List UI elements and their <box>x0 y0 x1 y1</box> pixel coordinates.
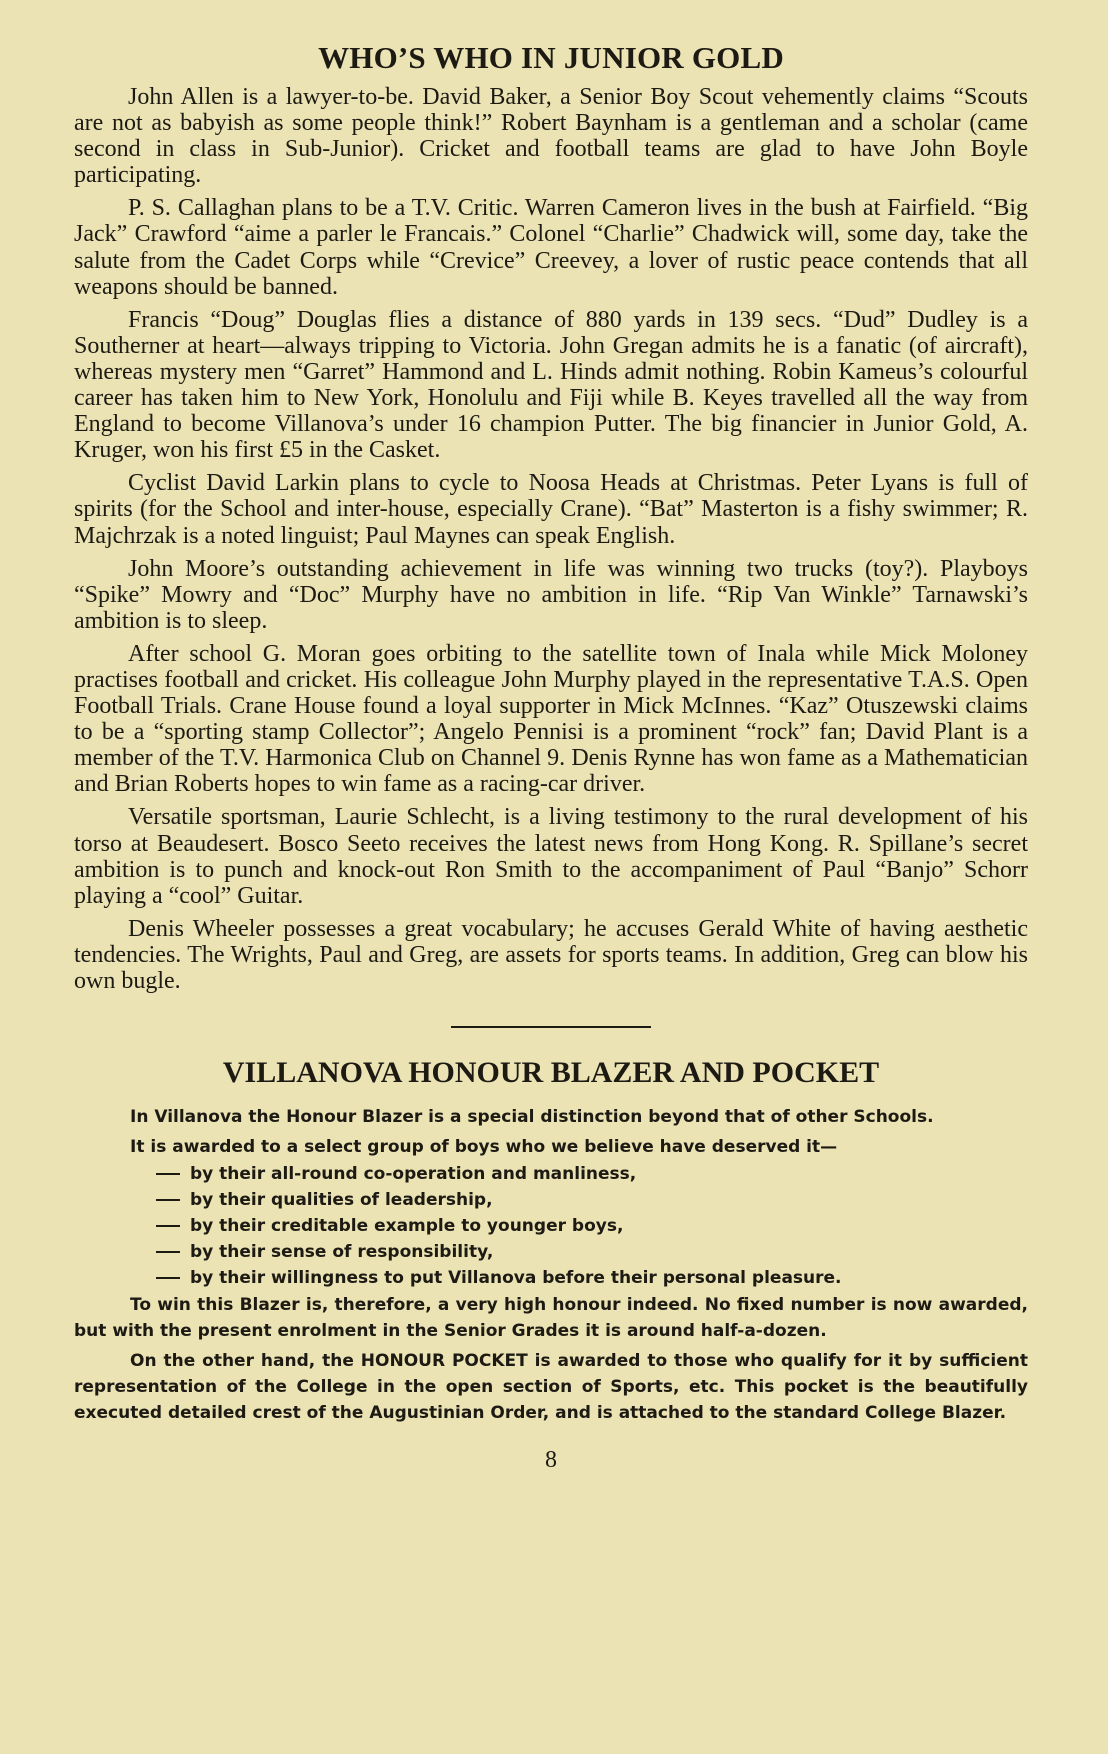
junior-gold-paragraph-1: John Allen is a lawyer-to-be. David Baker, a Senior Boy Scout vehemently claims “Scouts are not as babyish as some people think!” Robert Baynham is a gentleman and a scholar (came second in class in Sub-Junior). Cricket and football teams are glad to have John Boyle participating. <box>74 84 1028 189</box>
criteria-text: by their all-round co-operation and manliness, <box>190 1163 637 1184</box>
junior-gold-paragraph-3: Francis “Doug” Douglas flies a distance of 880 yards in 139 secs. “Dud” Dudley is a Southerner at heart—always tripping to Victoria. John Gregan admits he is a fanatic (of aircraft), whereas mystery men “Garret” Hammond and L. Hinds admit nothing. Robin Kameus’s colourful career has taken him to New York, Honolulu and Fiji while B. Keyes travelled all the way from England to become Villanova’s under 16 champion Putter. The big financier in Junior Gold, A. Kruger, won his first £5 in the Casket. <box>74 306 1028 464</box>
honour-blazer-section <box>74 1056 1028 1426</box>
junior-gold-section <box>74 40 1028 994</box>
criteria-item <box>156 1187 1028 1213</box>
junior-gold-title: WHO’S WHO IN JUNIOR GOLD <box>318 40 784 75</box>
criteria-item <box>156 1213 1028 1239</box>
junior-gold-paragraph-8: Denis Wheeler possesses a great vocabulary; he accuses Gerald White of having aesthetic tendencies. The Wrights, Paul and Greg, are assets for sports teams. In addition, Greg can blow his own bugle. <box>74 915 1028 994</box>
junior-gold-paragraph-6: After school G. Moran goes orbiting to the satellite town of Inala while Mick Moloney practises football and cricket. His colleague John Murphy played in the representative T.A.S. Open Football Trials. Crane House found a loyal supporter in Mick McInnes. “Kaz” Otuszewski claims to be a “sporting stamp Collector”; Angelo Pennisi is a prominent “rock” fan; David Plant is a member of the T.V. Harmonica Club on Channel 9. Denis Rynne has won fame as a Mathematician and Brian Roberts hopes to win fame as a racing-car driver. <box>74 640 1028 798</box>
junior-gold-paragraph-2: P. S. Callaghan plans to be a T.V. Critic. Warren Cameron lives in the bush at Fairfield. “Big Jack” Crawford “aime a parler le Francais.” Colonel “Charlie” Chadwick will, some day, take the salute from the Cadet Corps while “Crevice” Creevey, a lover of rustic peace contends that all weapons should be banned. <box>74 195 1028 300</box>
honour-blazer-title: VILLANOVA HONOUR BLAZER AND POCKET <box>222 1056 880 1090</box>
honour-blazer-criteria-list <box>156 1161 1028 1292</box>
honour-blazer-paragraph-2: To win this Blazer is, therefore, a very high honour indeed. No fixed number is now awarded, but with the present enrolment in the Senior Grades it is around half-a-dozen. <box>74 1294 1028 1341</box>
criteria-text: by their sense of responsibility, <box>190 1242 494 1263</box>
criteria-text: by their qualities of leadership, <box>190 1189 493 1210</box>
section-divider <box>451 1026 651 1028</box>
criteria-item <box>156 1239 1028 1265</box>
honour-blazer-lead: It is awarded to a select group of boys who we believe have deserved it— <box>130 1137 838 1158</box>
honour-blazer-intro: In Villanova the Honour Blazer is a special distinction beyond that of other Schools. <box>130 1107 934 1128</box>
junior-gold-paragraph-4: Cyclist David Larkin plans to cycle to Noosa Heads at Christmas. Peter Lyans is full of spirits (for the School and inter-house, especially Crane). “Bat” Masterton is a fishy swimmer; R. Majchrzak is a noted linguist; Paul Maynes can speak English. <box>74 470 1028 549</box>
dash-mark <box>156 1161 190 1187</box>
page-number: 8 <box>545 1446 557 1473</box>
criteria-text: by their creditable example to younger boys, <box>190 1215 624 1236</box>
junior-gold-paragraph-5: John Moore’s outstanding achievement in life was winning two trucks (toy?). Playboys “Spike” Mowry and “Doc” Murphy have no ambition in life. “Rip Van Winkle” Tarnawski’s ambition is to sleep. <box>74 555 1028 634</box>
criteria-item <box>156 1265 1028 1291</box>
criteria-item <box>156 1161 1028 1187</box>
dash-mark <box>156 1265 190 1291</box>
dash-mark <box>156 1187 190 1213</box>
criteria-text: by their willingness to put Villanova before their personal pleasure. <box>190 1268 842 1289</box>
dash-mark <box>156 1213 190 1239</box>
junior-gold-paragraph-7: Versatile sportsman, Laurie Schlecht, is a living testimony to the rural development of his torso at Beaudesert. Bosco Seeto receives the latest news from Hong Kong. R. Spillane’s secret ambition is to punch and knock-out Ron Smith to the accompaniment of Paul “Banjo” Schorr playing a “cool” Guitar. <box>74 804 1028 909</box>
honour-blazer-paragraph-3: On the other hand, the HONOUR POCKET is awarded to those who qualify for it by sufficient representation of the College in the open section of Sports, etc. This pocket is the beautifully executed detailed crest of the Augustinian Order, and is attached to the standard College Blazer. <box>74 1350 1028 1424</box>
dash-mark <box>156 1239 190 1265</box>
